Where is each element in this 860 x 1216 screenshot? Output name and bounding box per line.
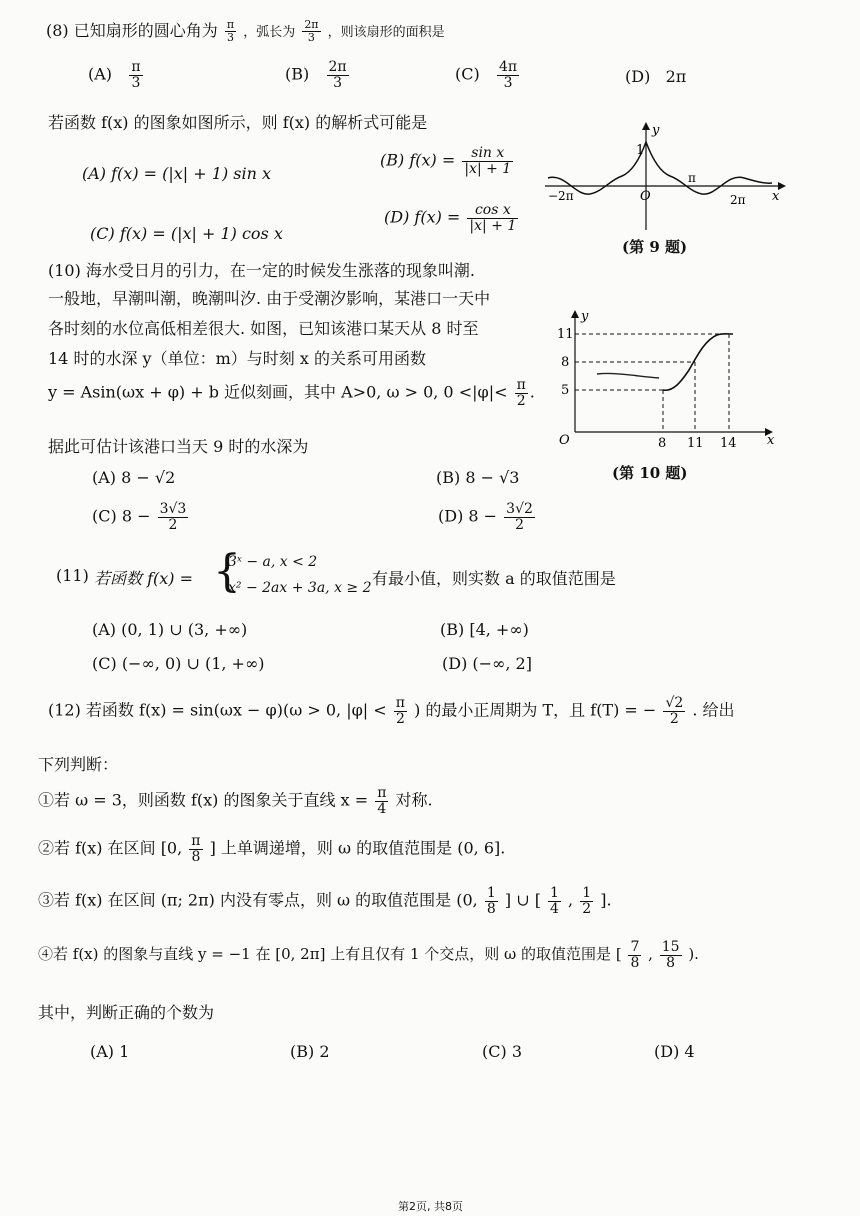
q10-option-b: (B) 8 − √3 — [436, 468, 520, 487]
q10-line-5: y = Asin(ωx + φ) + b 近似刻画，其中 A>0, ω > 0, 0 <|φ|< $\frac{\pi}{2}$ . — [48, 377, 535, 409]
q11-stem-b: 有最小值，则实数 a 的取值范围是 — [372, 569, 616, 588]
q8-stem — [46, 18, 445, 44]
fig10-y-arrow — [571, 310, 579, 318]
fig10-y8-label: 8 — [561, 355, 570, 370]
fig10-x14-label: 14 — [720, 436, 737, 450]
q12-conclusion: 其中，判断正确的个数为 — [38, 1003, 215, 1022]
q8-option-d: (D) 2π — [625, 67, 687, 86]
fig10-x11-label: 11 — [687, 436, 704, 450]
q10-option-c: (C) 8 − $\frac{3√3}{2}$ — [92, 501, 187, 533]
q11-case-2: x² − 2ax + 3a, x ≥ 2 — [228, 580, 372, 596]
fig9-2pi-label: 2π — [730, 193, 746, 207]
q8-option-a: (A) $\frac{\pi}{3}$ — [88, 59, 141, 91]
q8-number: (8) — [46, 21, 69, 40]
q10-line-6: 据此可估计该港口当天 9 时的水深为 — [48, 437, 309, 456]
q12-judgement-2: ②若 f(x) 在区间 [0, $\frac{\pi}{8}$ ] 上单调递增，则 ω 的取值范围是 (0, 6]. — [38, 833, 506, 865]
fig9-y-arrow — [642, 122, 650, 130]
q9-option-d: (D) f(x) = $\frac{\text{cos x}}{|x| + 1}$ — [384, 202, 517, 234]
q8-arc-fraction: $\frac{2\pi}{3}$ — [304, 18, 319, 44]
q11-option-c: (C) (−∞, 0) ∪ (1, +∞) — [92, 654, 265, 673]
q12-stem: (12) 若函数 f(x) = sin(ωx − φ)(ω > 0, |φ| < $\frac{\pi}{2}$ ) 的最小正周期为 T，且 f(T) = − $\frac{√2}{2}$ . 给出 — [48, 695, 735, 727]
q11-option-a: (A) (0, 1) ∪ (3, +∞) — [92, 620, 248, 639]
q12-option-a: (A) 1 — [90, 1042, 130, 1061]
fig10-y-label: y — [581, 309, 589, 324]
q8-option-b: (B) $\frac{2\pi}{3}$ — [285, 59, 347, 91]
fig10-origin-label: O — [559, 433, 570, 448]
q9-stem: 若函数 f(x) 的图象如图所示，则 f(x) 的解析式可能是 — [48, 113, 428, 132]
q12-judgement-4: ④若 f(x) 的图象与直线 y = −1 在 [0, 2π] 上有且仅有 1 个交点，则 ω 的取值范围是 [ $\frac{7}{8}$ , $\frac{15}{8}$ ). — [38, 939, 699, 971]
q8-stem-c: ，则该扇形的面积是 — [327, 25, 445, 40]
q12-option-c: (C) 3 — [482, 1042, 522, 1061]
q8-angle-fraction: $\frac{\pi}{3}$ — [226, 18, 235, 44]
fig9-origin-label: O — [640, 189, 651, 204]
q11-option-b: (B) [4, +∞) — [440, 620, 529, 639]
fig10-y11-label: 11 — [557, 327, 574, 342]
fig9-y-label: y — [652, 123, 660, 138]
q8-option-c: (C) $\frac{4\pi}{3}$ — [455, 59, 518, 91]
figure-10-caption: (第 10 题) — [612, 464, 688, 482]
q10-line-4: 14 时的水深 y（单位：m）与时刻 x 的关系可用函数 — [48, 349, 426, 368]
fig9-neg2pi-label: −2π — [548, 189, 574, 203]
figure-9-caption: (第 9 题) — [622, 238, 688, 256]
q12-judgement-3: ③若 f(x) 在区间 (π; 2π) 内没有零点，则 ω 的取值范围是 (0, $\frac{1}{8}$ ] ∪ [ $\frac{1}{4}$ , $\frac{1}{2}$ ]. — [38, 885, 612, 917]
q10-line-3: 各时刻的水位高低相差很大. 如图，已知该港口某天从 8 时至 — [48, 319, 479, 338]
q11-case-1: 3ˣ − a, x < 2 — [228, 554, 318, 570]
q9-option-b: (B) f(x) = $\frac{\text{sin x}}{|x| + 1}$ — [380, 145, 512, 177]
q8-stem-b: ，弧长为 — [243, 25, 296, 40]
page-number: 第2页, 共8页 — [398, 1200, 463, 1213]
q10-line-2: 一般地，早潮叫潮，晚潮叫汐. 由于受潮汐影响，某港口一天中 — [48, 289, 491, 308]
q10-line-1: (10) 海水受日月的引力，在一定的时候发生涨落的现象叫潮. — [48, 261, 476, 280]
q12-option-b: (B) 2 — [290, 1042, 330, 1061]
q12-judgement-1: ①若 ω = 3，则函数 f(x) 的图象关于直线 x = $\frac{\pi}{4}$ 对称. — [38, 785, 433, 817]
fig10-x-label: x — [767, 433, 775, 448]
q10-option-a: (A) 8 − √2 — [92, 468, 176, 487]
q11-brace: { — [213, 546, 241, 597]
fig9-x-label: x — [772, 189, 780, 204]
q10-option-d: (D) 8 − $\frac{3√2}{2}$ — [438, 501, 533, 533]
q11-number: (11) — [56, 566, 89, 585]
fig9-one-label: 1 — [636, 143, 645, 158]
q11-stem-a: 若函数 f(x) = — [94, 569, 194, 588]
figure-9-graph — [540, 118, 790, 238]
fig9-pi-label: π — [688, 171, 696, 185]
q11-option-d: (D) (−∞, 2] — [442, 654, 532, 673]
fig10-x8-label: 8 — [658, 436, 667, 450]
q8-stem-a: 已知扇形的圆心角为 — [73, 21, 218, 40]
q12-line-2: 下列判断： — [38, 755, 119, 774]
fig10-y5-label: 5 — [561, 383, 570, 398]
q9-option-a: (A) f(x) = (|x| + 1) sin x — [82, 164, 272, 183]
q12-option-d: (D) 4 — [654, 1042, 695, 1061]
q9-option-c: (C) f(x) = (|x| + 1) cos x — [90, 224, 283, 243]
figure-10-graph — [555, 304, 785, 450]
fig10-pen-mark — [597, 373, 659, 378]
